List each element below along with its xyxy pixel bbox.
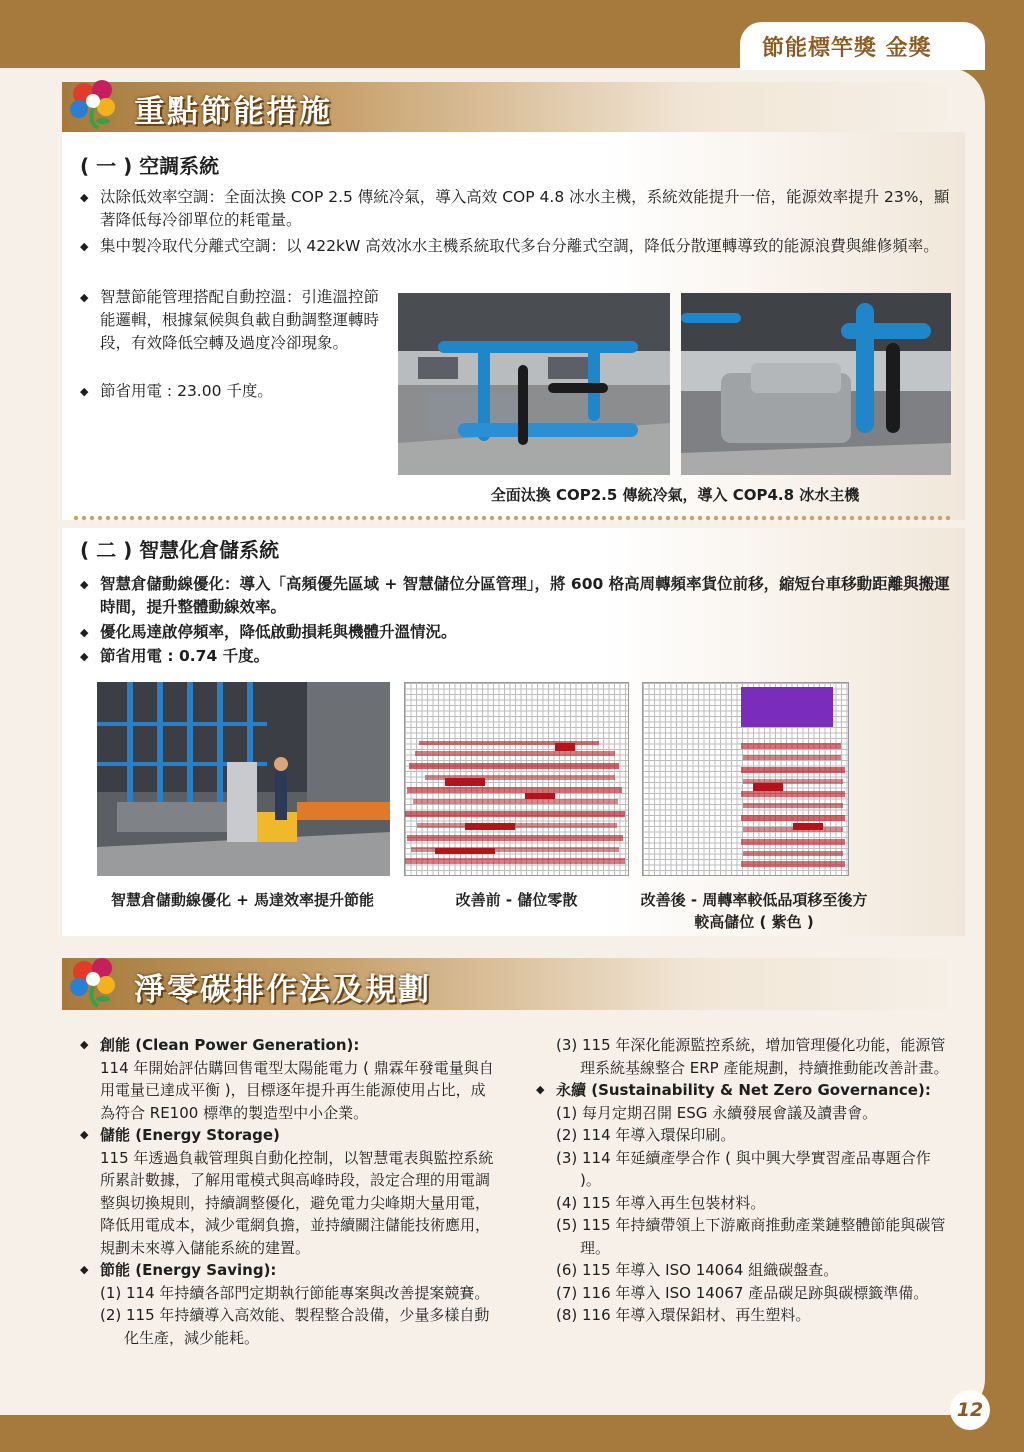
bullet-item: ◆ 集中製冷取代分離式空調：以 422kW 高效冰水主機系統取代多台分離式空調，降低分散運轉導致的能源浪費與維修頻率。 bbox=[80, 235, 952, 258]
diamond-bullet-icon: ◆ bbox=[80, 1263, 89, 1276]
sustainability-item: (8) 116 年導入環保鋁材、再生塑料。 bbox=[556, 1306, 811, 1324]
chiller-photo-left bbox=[398, 293, 670, 475]
bullet-item: ◆ 節省用電 : 0.74 千度。 bbox=[80, 645, 952, 668]
storage-grid-after bbox=[642, 682, 849, 876]
award-tag: 節能標竿獎 金獎 bbox=[740, 22, 985, 70]
flower-logo-icon bbox=[66, 76, 122, 132]
netzero-left-column bbox=[80, 1034, 500, 1349]
page-number: 12 bbox=[950, 1390, 990, 1430]
diamond-bullet-icon: ◆ bbox=[80, 626, 89, 639]
saving-item: (2) 115 年持續導入高效能、製程整合設備，少量多樣自動化生產，減少能耗。 bbox=[100, 1306, 490, 1347]
bullet-item: ◆ 智慧倉儲動線優化：導入「高頻優先區域 + 智慧儲位分區管理」，將 600 格高周轉頻率貨位前移，縮短台車移動距離與搬運時間，提升整體動線效率。 bbox=[80, 575, 950, 616]
dotted-divider bbox=[72, 514, 954, 522]
sustainability-item: (3) 114 年延續產學合作 ( 與中興大學實習產品專題合作 )。 bbox=[556, 1148, 931, 1189]
diamond-bullet-icon: ◆ bbox=[80, 291, 89, 304]
sustainability-item: (6) 115 年導入 ISO 14064 組織碳盤查。 bbox=[556, 1261, 839, 1279]
saving-title: 節能 (Energy Saving): bbox=[100, 1261, 277, 1279]
warehouse-photo bbox=[97, 682, 390, 876]
sustainability-title: 永續 (Sustainability & Net Zero Governance): bbox=[556, 1081, 931, 1099]
diamond-bullet-icon: ◆ bbox=[80, 1128, 89, 1141]
section-title: 淨零碳排作法及規劃 bbox=[134, 972, 431, 1008]
photo-caption: 智慧倉儲動線優化 + 馬達效率提升節能 bbox=[110, 891, 374, 909]
bullet-item: ◆ 智慧節能管理搭配自動控溫：引進溫控節能邏輯，根據氣候與負載自動調整運轉時段，有效降低空轉及過度冷卻現象。 bbox=[80, 288, 380, 352]
diamond-bullet-icon: ◆ bbox=[80, 578, 89, 591]
sustainability-item: (1) 每月定期召開 ESG 永續發展會議及讀書會。 bbox=[556, 1103, 878, 1122]
photo-caption: 改善前 - 儲位零散 bbox=[455, 891, 578, 909]
diamond-bullet-icon: ◆ bbox=[80, 650, 89, 663]
saving-item: (1) 114 年持續各部門定期執行節能專案與改善提案競賽。 bbox=[100, 1283, 490, 1302]
bullet-item: ◆ 汰除低效率空調：全面汰換 COP 2.5 傳統冷氣，導入高效 COP 4.8 冰水主機，系統效能提升一倍，能源效率提升 23%，顯著降低每冷卻單位的耗電量。 bbox=[80, 188, 950, 229]
netzero-right-column bbox=[536, 1034, 954, 1327]
saving-item: (3) 115 年深化能源監控系統，增加管理優化功能，能源管理系統基線整合 ERP 產能規劃，持續推動能改善計畫。 bbox=[556, 1036, 949, 1077]
flower-logo-icon bbox=[66, 954, 122, 1010]
storage-text: 115 年透過負載管理與自動化控制，以智慧電表與監控系統所累計數據，了解用電模式與高峰時段，設定合理的用電調整與切換規則，持續調整優化，避免電力尖峰期大量用電，降低用電成本，減少電網負擔，並持續關注儲能技術應用，規劃未來導入儲能系統的建置。 bbox=[100, 1148, 494, 1257]
storage-title: 儲能 (Energy Storage) bbox=[100, 1126, 280, 1144]
diamond-bullet-icon: ◆ bbox=[80, 191, 89, 204]
photo-caption: 全面汰換 COP2.5 傳統冷氣，導入 COP4.8 冰水主機 bbox=[490, 486, 860, 504]
diamond-bullet-icon: ◆ bbox=[80, 240, 89, 253]
section-title: 重點節能措施 bbox=[134, 94, 332, 130]
diamond-bullet-icon: ◆ bbox=[536, 1083, 545, 1096]
storage-grid-before bbox=[404, 682, 629, 876]
subsection-heading: ( 一 ) 空調系統 bbox=[80, 154, 220, 178]
sustainability-item: (5) 115 年持續帶領上下游廠商推動產業鏈整體節能與碳管理。 bbox=[556, 1216, 946, 1257]
photo-caption: 改善後 - 周轉率較低品項移至後方較高儲位 ( 紫色 ) bbox=[640, 891, 868, 931]
subsection-heading: ( 二 ) 智慧化倉儲系統 bbox=[80, 538, 280, 562]
diamond-bullet-icon: ◆ bbox=[80, 1038, 89, 1051]
gen-text: 114 年開始評估購回售電型太陽能電力 ( 鼎霖年發電量與自用電量已達成平衡 )，目標逐年提升再生能源使用占比，成為符合 RE100 標準的製造型中小企業。 bbox=[100, 1058, 494, 1122]
sustainability-item: (2) 114 年導入環保印刷。 bbox=[556, 1126, 736, 1144]
bullet-item: ◆ 節省用電 : 23.00 千度。 bbox=[80, 380, 385, 403]
chiller-photo-right bbox=[681, 293, 951, 475]
sustainability-item: (7) 116 年導入 ISO 14067 產品碳足跡與碳標籤準備。 bbox=[556, 1283, 929, 1302]
sustainability-item: (4) 115 年導入再生包裝材料。 bbox=[556, 1193, 766, 1212]
diamond-bullet-icon: ◆ bbox=[80, 385, 89, 398]
gen-title: 創能 (Clean Power Generation): bbox=[100, 1036, 360, 1054]
bullet-item: ◆ 優化馬達啟停頻率，降低啟動損耗與機體升溫情況。 bbox=[80, 621, 952, 644]
